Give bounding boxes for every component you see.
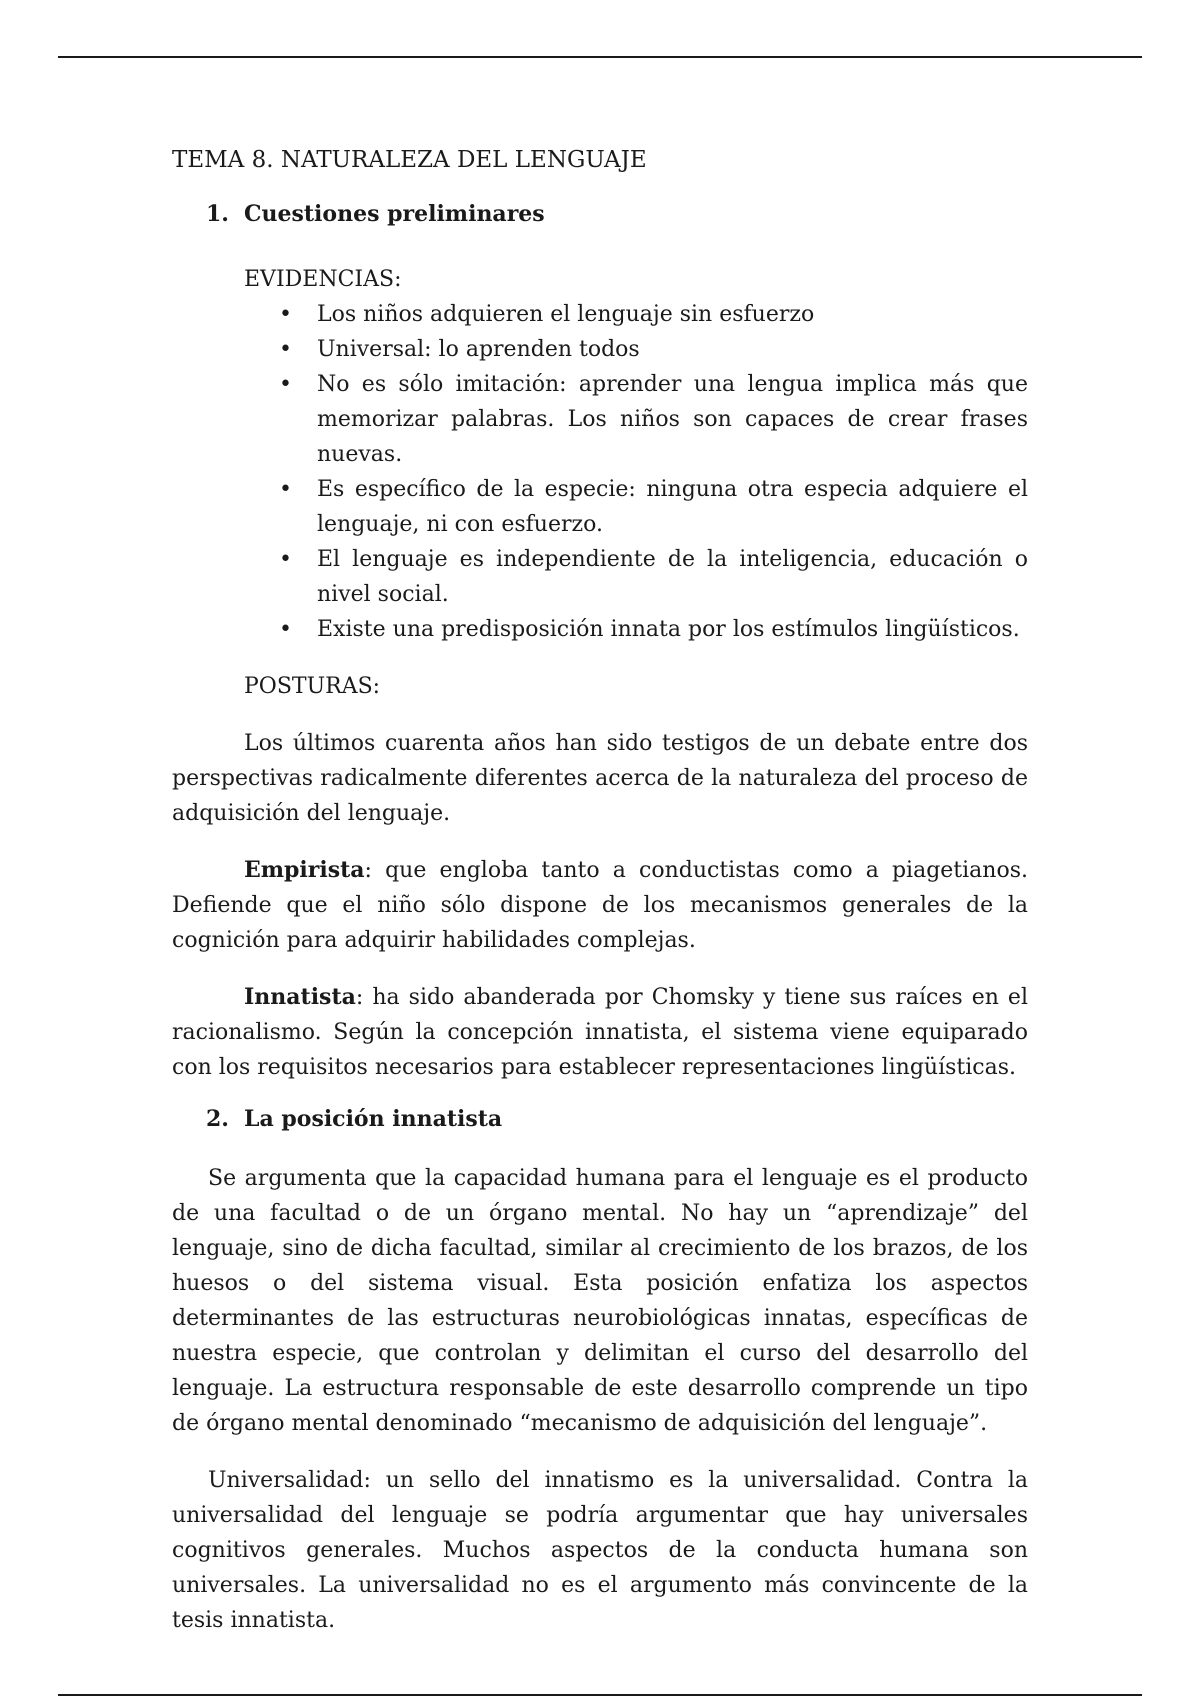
innatista-term: Innatista bbox=[244, 984, 356, 1010]
section-2-heading bbox=[172, 1099, 1028, 1139]
section-2-number: 2. bbox=[206, 1106, 229, 1132]
empirista-paragraph bbox=[172, 853, 1028, 958]
evidencia-item: • No es sólo imitación: aprender una lengua implica más que memorizar palabras. Los niños son capaces de crear frases nuevas. bbox=[277, 367, 1028, 472]
empirista-term: Empirista bbox=[244, 857, 365, 883]
evidencia-item: • Universal: lo aprenden todos bbox=[277, 332, 1028, 367]
evidencias-label: EVIDENCIAS: bbox=[244, 267, 402, 292]
empirista-text: : que engloba tanto a conductistas como a piagetianos. Defiende que el niño sólo dispone de los mecanismos generales de la cognición para adquirir habilidades complejas. bbox=[172, 858, 1028, 953]
section-1-number: 1. bbox=[206, 201, 229, 227]
evidencias-list bbox=[277, 297, 1028, 647]
evidencia-item: • Los niños adquieren el lenguaje sin esfuerzo bbox=[277, 297, 1028, 332]
innatista-position-paragraph: Se argumenta que la capacidad humana para el lenguaje es el producto de una facultad o de un órgano mental. No hay un “aprendizaje” del lenguaje, sino de dicha facultad, similar al crecimiento de los brazos, de los huesos o del sistema visual. Esta posición enfatiza los aspectos determinantes de las estructuras neurobiológicas innatas, específicas de nuestra especie, que controlan y delimitan el curso del desarrollo del lenguaje. La estructura responsable de este desarrollo comprende un tipo de órgano mental denominado “mecanismo de adquisición del lenguaje”. bbox=[172, 1166, 1028, 1436]
page-title: TEMA 8. NATURALEZA DEL LENGUAJE bbox=[172, 147, 647, 173]
innatista-paragraph bbox=[172, 980, 1028, 1085]
document-page bbox=[172, 140, 1028, 1638]
section-1-heading bbox=[172, 194, 1028, 234]
posturas-intro-paragraph: Los últimos cuarenta años han sido testigos de un debate entre dos perspectivas radicalmente diferentes acerca de la naturaleza del proceso de adquisición del lenguaje. bbox=[172, 731, 1028, 826]
universalidad-paragraph: Universalidad: un sello del innatismo es la universalidad. Contra la universalidad del lenguaje se podría argumentar que hay universales cognitivos generales. Muchos aspectos de la conducta humana son universales. La universalidad no es el argumento más convincente de la tesis innatista. bbox=[172, 1468, 1028, 1633]
top-rule bbox=[58, 56, 1142, 58]
section-2-title: La posición innatista bbox=[244, 1106, 503, 1132]
section-1-title: Cuestiones preliminares bbox=[244, 201, 545, 227]
evidencia-item: • Es específico de la especie: ninguna otra especia adquiere el lenguaje, ni con esfuerzo. bbox=[277, 472, 1028, 542]
evidencia-item: • Existe una predisposición innata por los estímulos lingüísticos. bbox=[277, 612, 1028, 647]
evidencia-item: • El lenguaje es independiente de la inteligencia, educación o nivel social. bbox=[277, 542, 1028, 612]
posturas-label: POSTURAS: bbox=[244, 674, 381, 699]
innatista-text: : ha sido abanderada por Chomsky y tiene sus raíces en el racionalismo. Según la concepción innatista, el sistema viene equiparado con los requisitos necesarios para establecer representaciones lingüísticas. bbox=[172, 985, 1028, 1080]
bottom-rule bbox=[58, 1694, 1142, 1696]
